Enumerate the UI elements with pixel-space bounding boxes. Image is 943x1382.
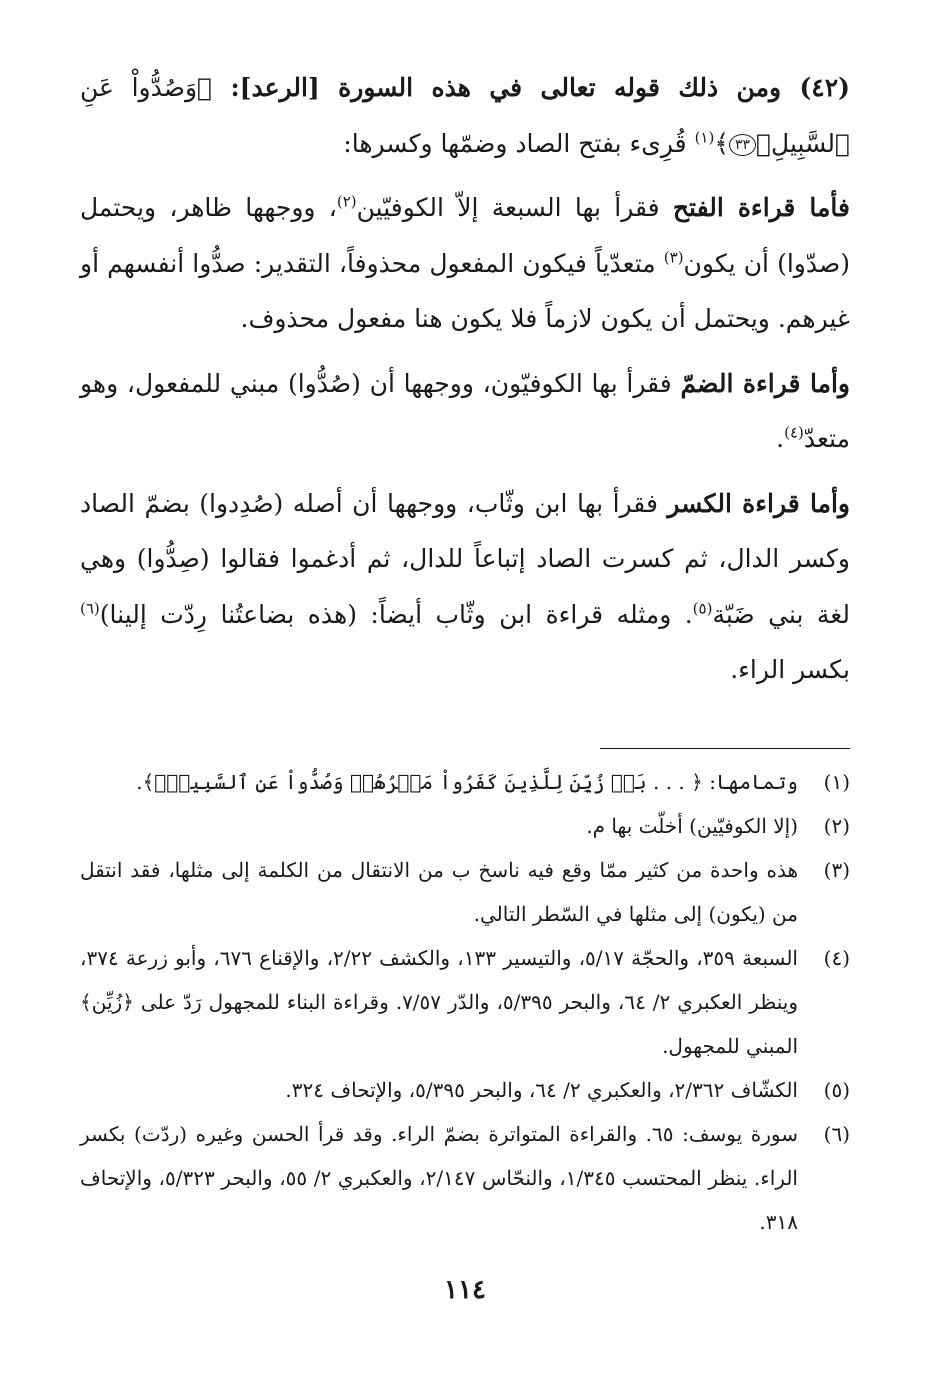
fath-text-3: متعدّياً فيكون المفعول محذوفاً، التقدير: صدُّوا أنفسهم أو غيرهم. ويحتمل أن يكون لازماً فلا يكون هنا مفعول محذوف. [80, 248, 850, 333]
footnote-ref-6: (٦) [80, 599, 100, 618]
kasr-text-1: فقرأ بها ابن وثّاب، ووجهها أن أصله (صُدِدوا) بضمّ الصاد وكسر الدال، ثم كسرت الصاد إتباعاً للدال، ثم أدغموا فقالوا (صِدُّوا) وهي لغة بني ضَبّة [80, 488, 850, 629]
paragraph-fath [80, 180, 850, 347]
footnote-number: (٣) [823, 858, 850, 882]
footnote [80, 848, 850, 936]
footnote-text: هذه واحدة من كثير ممّا وقع فيه ناسخ ب من الانتقال من الكلمة إلى مثلها، فقد انتقل من (يكون) إلى مثلها في السّطر التالي. [80, 858, 798, 926]
damm-text-1: فقرأ بها الكوفيّون، ووجهها أن (صُدُّوا) مبني للمفعول، وهو متعدّ [80, 368, 850, 453]
fath-text-1: فقرأ بها السبعة إلاّ الكوفيّين [356, 193, 673, 222]
intro-lead: (٤٢) ومن ذلك قوله تعالى في هذه السورة [الرعد]: [212, 73, 850, 102]
footnote-ref-4: (٤) [784, 423, 804, 442]
page-number: ١١٤ [444, 1275, 486, 1305]
paragraph-damm [80, 356, 850, 467]
heading-fath: فأما قراءة الفتح [672, 193, 850, 222]
footnote [80, 760, 850, 804]
footnote-number: (٤) [823, 946, 850, 970]
quran-verse: ﴿وَصُدُّواْ عَنِ ٱلسَّبِيلِۗ [80, 73, 850, 158]
footnote-number: (٥) [823, 1078, 850, 1102]
paragraph-intro [80, 60, 850, 171]
footnote-ref-2: (٢) [336, 192, 357, 211]
ayah-number-marker: ٣٣ [729, 134, 756, 156]
footnote-text: وتمامها: ﴿ . . . بَلۡ زُيِّنَ لِلَّذِينَ كَفَرُواْ مَكۡرُهُمۡ وَصُدُّواْ عَنِ ٱلسَّبِيلِۗ﴾. [136, 770, 798, 794]
footnote [80, 1068, 850, 1112]
kasr-text-3: بكسر الراء. [730, 655, 850, 684]
heading-damm: وأما قراءة الضمّ [680, 368, 850, 398]
footnote-ref-1: (١) [694, 128, 715, 147]
footnote-number: (١) [823, 770, 850, 794]
footnote-ref-3: (٣) [663, 248, 684, 267]
footnote-text: الكشّاف ٢/٣٦٢، والعكبري ٢/ ٦٤، والبحر ٥/٣٩٥، والإتحاف ٣٢٤. [285, 1078, 798, 1102]
quran-verse-close: ﴾ [714, 128, 729, 158]
intro-rest: قُرِىء بفتح الصاد وضمّها وكسرها: [343, 128, 695, 158]
footnotes [80, 760, 850, 1244]
footnote-text: سورة يوسف: ٦٥. والقراءة المتواترة بضمّ الراء. وقد قرأ الحسن وغيره (ردّت) بكسر الراء. ينظر المحتسب ١/٣٤٥، والنحّاس ٢/١٤٧، والعكبري ٢/ ٥٥، والبحر ٥/٣٢٣، والإتحاف ٣١٨. [80, 1122, 798, 1234]
footnote [80, 1112, 850, 1244]
footnote-divider [600, 748, 850, 749]
footnote [80, 804, 850, 848]
footnote-text: السبعة ٣٥٩، والحجّة ٥/١٧، والتيسير ١٣٣، والكشف ٢/٢٢، والإقناع ٦٧٦، وأبو زرعة ٣٧٤، وينظر العكبري ٢/ ٦٤، والبحر ٥/٣٩٥، والدّر ٧/٥٧. وقراءة البناء للمجهول رَدّ على ﴿زُيِّن﴾ المبني للمجهول. [80, 946, 798, 1058]
footnote [80, 936, 850, 1068]
footnote-text: (إلا الكوفيّين) أخلّت بها م. [586, 814, 798, 838]
footnote-number: (٦) [823, 1122, 850, 1146]
paragraph-kasr [80, 476, 850, 698]
footnote-ref-5: (٥) [692, 599, 713, 618]
heading-kasr: وأما قراءة الكسر [667, 488, 850, 518]
damm-text-2: . [776, 424, 785, 453]
page-content [80, 60, 850, 1305]
kasr-text-2: . ومثله قراءة ابن وثّاب أيضاً: (هذه بضاعتُنا رِدّت إلينا) [99, 599, 693, 629]
footnote-number: (٢) [823, 814, 850, 838]
fath-text-2: ، ووجهها ظاهر، ويحتمل (صدّوا) أن يكون [80, 193, 850, 278]
main-text [80, 60, 850, 698]
